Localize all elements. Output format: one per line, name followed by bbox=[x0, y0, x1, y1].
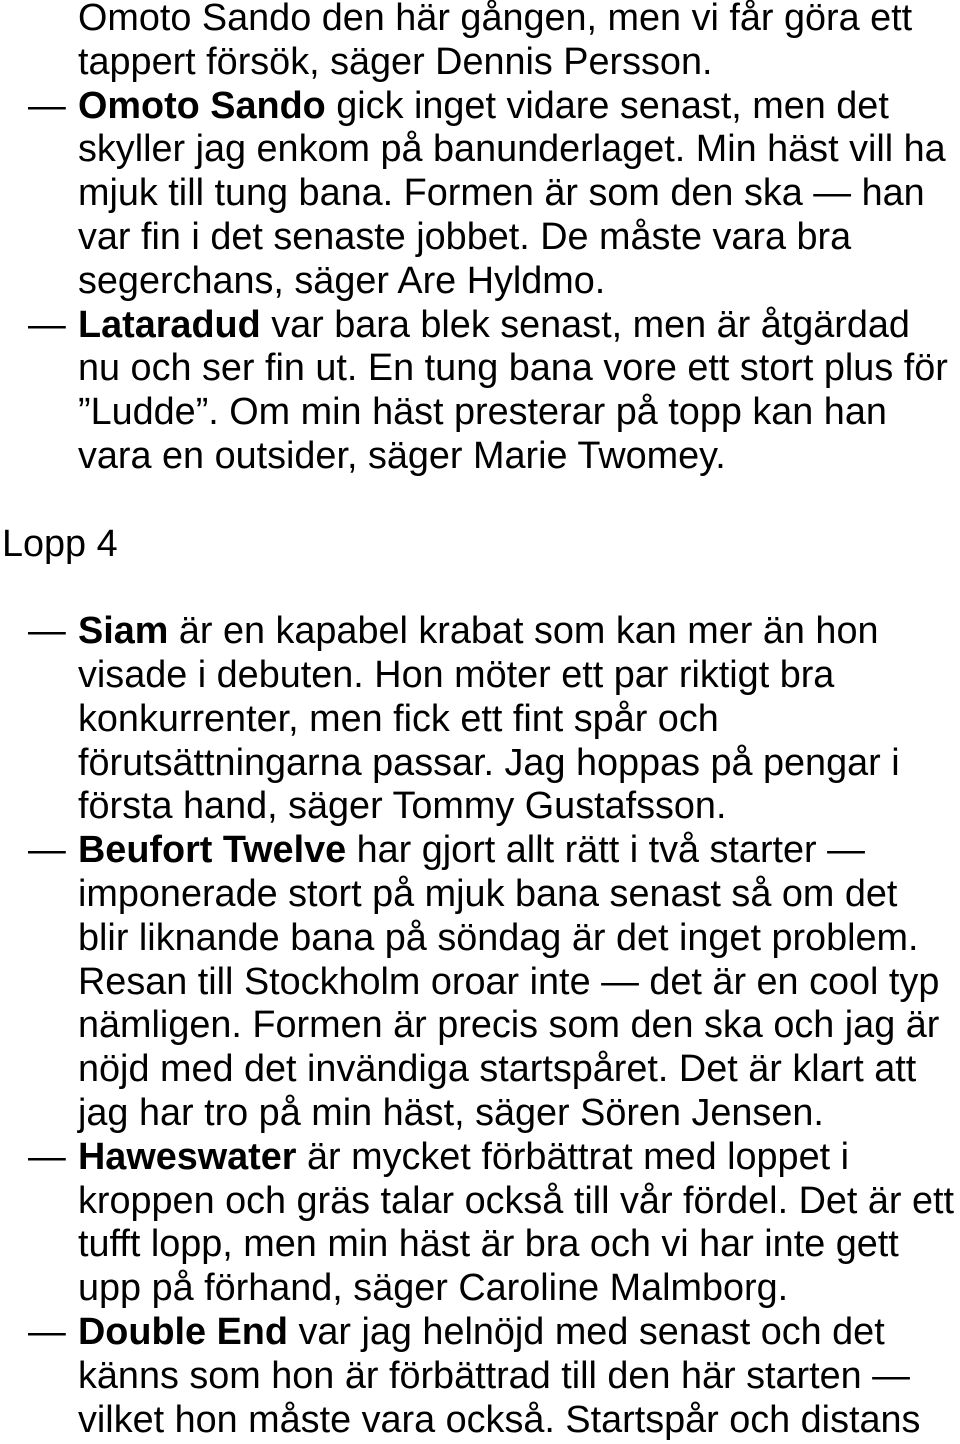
line-text: Resan till Stockholm oroar inte — det är en cool typ bbox=[78, 960, 940, 1003]
line-text: nu och ser fin ut. En tung bana vore ett stort plus för bbox=[78, 347, 948, 390]
line-text bbox=[78, 1136, 849, 1180]
line-text bbox=[78, 85, 889, 129]
horse-name: Omoto Sando bbox=[78, 84, 326, 127]
line-text: segerchans, säger Are Hyldmo. bbox=[78, 259, 606, 302]
horse-name: Siam bbox=[78, 610, 169, 653]
quote-dash: — bbox=[28, 1135, 66, 1178]
line-text-rest: var bara blek senast, men är åtgärdad bbox=[260, 303, 910, 346]
document-line bbox=[0, 1223, 960, 1267]
document-line bbox=[0, 1048, 960, 1092]
quote-dash: — bbox=[28, 1310, 66, 1353]
line-text-rest: är en kapabel krabat som kan mer än hon bbox=[168, 610, 879, 653]
quote-dash: — bbox=[28, 303, 66, 346]
document-line bbox=[0, 172, 960, 216]
line-text: var fin i det senaste jobbet. De måste vara bra bbox=[78, 215, 852, 258]
line-text-rest: har gjort allt rätt i två starter — bbox=[346, 829, 865, 872]
line-text: första hand, säger Tommy Gustafsson. bbox=[78, 785, 727, 828]
document-line bbox=[0, 1004, 960, 1048]
quote-line bbox=[0, 85, 960, 129]
section-heading-row bbox=[0, 523, 960, 567]
line-text: jag har tro på min häst, säger Sören Jensen. bbox=[78, 1091, 824, 1134]
document-line bbox=[0, 391, 960, 435]
line-text: imponerade stort på mjuk bana senast så om det bbox=[78, 872, 898, 915]
line-text: förutsättningarna passar. Jag hoppas på pengar i bbox=[78, 741, 900, 784]
quote-dash: — bbox=[28, 829, 66, 872]
horse-name: Lataradud bbox=[78, 303, 261, 346]
section-heading: Lopp 4 bbox=[2, 522, 118, 565]
document-line bbox=[0, 1092, 960, 1136]
line-text-rest: är mycket förbättrat med loppet i bbox=[296, 1135, 849, 1178]
line-text: mjuk till tung bana. Formen är som den ska — han bbox=[78, 172, 925, 215]
line-text: visade i debuten. Hon möter ett par riktigt bra bbox=[78, 653, 835, 696]
line-text: tappert försök, säger Dennis Persson. bbox=[78, 40, 713, 83]
horse-name: Beufort Twelve bbox=[78, 829, 347, 872]
document-line bbox=[0, 1267, 960, 1311]
line-text: vilket hon måste vara också. Startspår och distans bbox=[78, 1398, 921, 1441]
document-line bbox=[0, 435, 960, 479]
line-text bbox=[78, 304, 910, 348]
line-text: upp på förhand, säger Caroline Malmborg. bbox=[78, 1267, 789, 1310]
document-line bbox=[0, 0, 960, 41]
document-line bbox=[0, 873, 960, 917]
document-line bbox=[0, 742, 960, 786]
quote-line bbox=[0, 829, 960, 873]
line-text: vara en outsider, säger Marie Twomey. bbox=[78, 434, 726, 477]
line-text: ”Ludde”. Om min häst presterar på topp kan han bbox=[78, 391, 887, 434]
document-line bbox=[0, 260, 960, 304]
line-text-rest: var jag helnöjd med senast och det bbox=[287, 1310, 885, 1353]
document-line bbox=[0, 41, 960, 85]
blank-line bbox=[0, 566, 960, 610]
line-text: nämligen. Formen är precis som den ska och jag är bbox=[78, 1004, 940, 1047]
line-text-rest: gick inget vidare senast, men det bbox=[325, 84, 889, 127]
document-line bbox=[0, 347, 960, 391]
quote-line bbox=[0, 304, 960, 348]
line-text bbox=[78, 1311, 885, 1355]
line-text: Omoto Sando den här gången, men vi får göra ett bbox=[78, 0, 913, 39]
blank-line bbox=[0, 479, 960, 523]
line-text: blir liknande bana på söndag är det inget problem. bbox=[78, 916, 919, 959]
document-line bbox=[0, 961, 960, 1005]
quote-line bbox=[0, 1136, 960, 1180]
horse-name: Haweswater bbox=[78, 1135, 297, 1178]
line-text: tufft lopp, men min häst är bra och vi har inte gett bbox=[78, 1223, 899, 1266]
quote-line bbox=[0, 1311, 960, 1355]
line-text: nöjd med det invändiga startspåret. Det är klart att bbox=[78, 1048, 917, 1091]
line-text bbox=[78, 610, 879, 654]
quote-dash: — bbox=[28, 610, 66, 653]
line-text: kroppen och gräs talar också till vår fördel. Det är ett bbox=[78, 1179, 955, 1222]
document-line bbox=[0, 785, 960, 829]
document-line bbox=[0, 1180, 960, 1224]
document-line bbox=[0, 1399, 960, 1443]
quote-dash: — bbox=[28, 84, 66, 127]
line-text: skyller jag enkom på banunderlaget. Min häst vill ha bbox=[78, 128, 946, 171]
document-line bbox=[0, 917, 960, 961]
document-line bbox=[0, 698, 960, 742]
line-text: känns som hon är förbättrad till den här starten — bbox=[78, 1354, 910, 1397]
document-line bbox=[0, 128, 960, 172]
horse-name: Double End bbox=[78, 1310, 288, 1353]
document-line bbox=[0, 654, 960, 698]
document-line bbox=[0, 1355, 960, 1399]
line-text bbox=[78, 829, 865, 873]
quote-line bbox=[0, 610, 960, 654]
line-text: konkurrenter, men fick ett fint spår och bbox=[78, 697, 719, 740]
document-line bbox=[0, 216, 960, 260]
